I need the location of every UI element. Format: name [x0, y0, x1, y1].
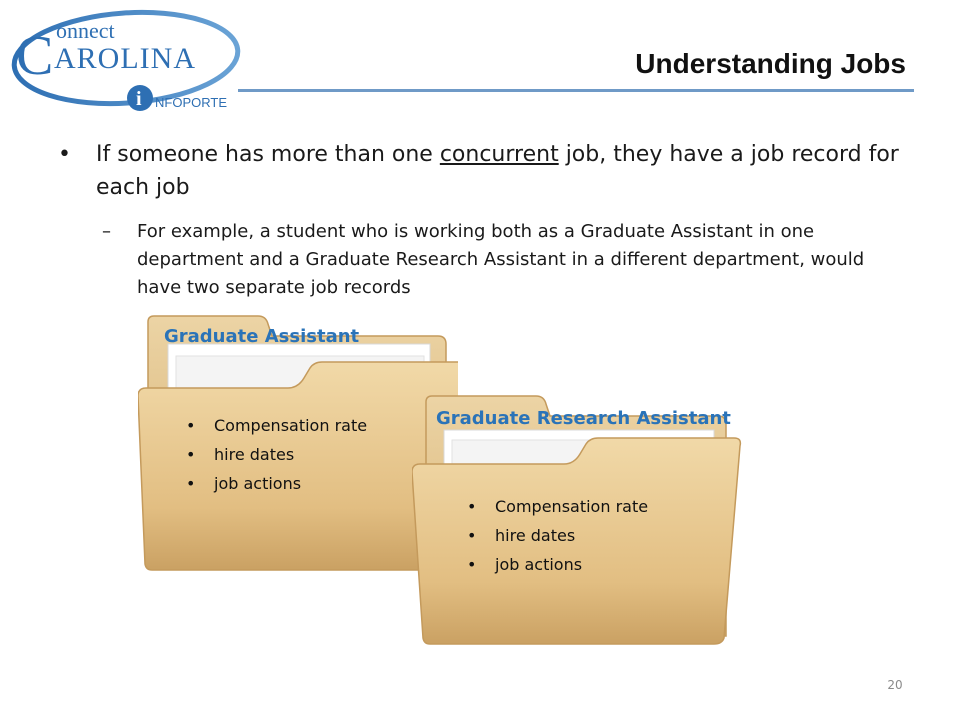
- list-item: [467, 550, 707, 579]
- list-item: [467, 492, 707, 521]
- list-item: [186, 440, 416, 469]
- list-item-text: hire dates: [495, 526, 576, 545]
- main-text-underlined: concurrent: [439, 142, 559, 167]
- bullet-icon: •: [467, 555, 477, 574]
- logo-connect: onnect: [56, 18, 115, 43]
- list-item-text: job actions: [214, 474, 302, 493]
- bullet-icon: •: [467, 526, 477, 545]
- main-bullet-text: [96, 138, 916, 204]
- list-item: [467, 521, 707, 550]
- bullet-icon: •: [186, 445, 196, 464]
- sub-bullet-text: For example, a student who is working both as a Graduate Assistant in one department and a Graduate Research Assistant in a different department, would have two separate job records: [137, 221, 865, 298]
- list-item: [186, 469, 416, 498]
- list-item-text: job actions: [495, 555, 583, 574]
- logo-infoporte: NFOPORTE: [155, 95, 227, 110]
- bullet-icon: •: [58, 142, 71, 167]
- list-item: [186, 411, 416, 440]
- logo-letter-c: C: [16, 25, 54, 87]
- bullet-icon: •: [467, 497, 477, 516]
- page-number: 20: [887, 678, 903, 692]
- main-text-part1: If someone has more than one: [96, 142, 440, 167]
- logo-arolina: AROLINA: [54, 42, 196, 75]
- list-item-text: hire dates: [214, 445, 295, 464]
- main-text-part2: job, they have a job record for each job: [96, 142, 899, 200]
- slide-title: Understanding Jobs: [635, 48, 906, 79]
- folder-1-list: [186, 411, 416, 498]
- bullet-icon: •: [186, 416, 196, 435]
- bullet-icon: •: [186, 474, 196, 493]
- folder-2-list: [467, 492, 707, 579]
- folder-label-graduate-assistant: Graduate Assistant: [164, 326, 360, 347]
- list-item-text: Compensation rate: [495, 497, 649, 516]
- folder-label-graduate-research-assistant: Graduate Research Assistant: [436, 408, 731, 429]
- title-rule: [238, 89, 914, 92]
- connect-carolina-logo: [8, 6, 248, 118]
- list-item-text: Compensation rate: [214, 416, 368, 435]
- logo-letter-i: i: [136, 88, 142, 110]
- dash-icon: –: [102, 221, 111, 242]
